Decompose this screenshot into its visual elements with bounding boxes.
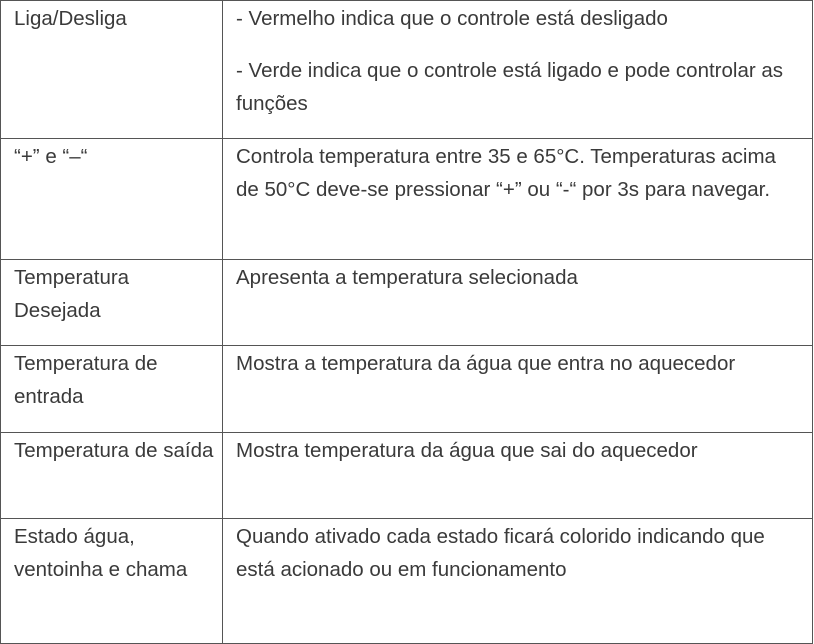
row-label-on-off: Liga/Desliga — [1, 1, 223, 139]
row-description-desired-temperature — [223, 260, 813, 346]
row-label-status: Estado água, ventoinha e chama — [1, 519, 223, 644]
description-paragraph: Mostra temperatura da água que sai do aquecedor — [236, 439, 698, 462]
row-description-status — [223, 519, 813, 644]
row-label-inlet-temperature: Temperatura de entrada — [1, 346, 223, 433]
row-description-inlet-temperature — [223, 346, 813, 433]
table-row — [1, 519, 813, 644]
table-row — [1, 260, 813, 346]
description-paragraph: Quando ativado cada estado ficará colorido indicando que está acionado ou em funcionamento — [236, 525, 765, 581]
row-description-outlet-temperature — [223, 433, 813, 519]
table-row — [1, 139, 813, 260]
description-paragraph: Mostra a temperatura da água que entra no aquecedor — [236, 352, 736, 375]
row-label-outlet-temperature: Temperatura de saída — [1, 433, 223, 519]
description-paragraph: - Verde indica que o controle está ligado e pode controlar as funções — [236, 59, 784, 115]
table-row — [1, 433, 813, 519]
table-row — [1, 1, 813, 139]
description-paragraph: Controla temperatura entre 35 e 65°C. Temperaturas acima de 50°C deve-se pressionar “+” ou “-“ por 3s para navegar. — [236, 145, 776, 201]
row-label-plus-minus: “+” e “–“ — [1, 139, 223, 260]
description-paragraph: - Vermelho indica que o controle está desligado — [236, 7, 668, 30]
row-description-plus-minus — [223, 139, 813, 260]
row-label-desired-temperature: Temperatura Desejada — [1, 260, 223, 346]
row-description-on-off — [223, 1, 813, 139]
description-paragraph: Apresenta a temperatura selecionada — [236, 266, 578, 289]
table-row — [1, 346, 813, 433]
